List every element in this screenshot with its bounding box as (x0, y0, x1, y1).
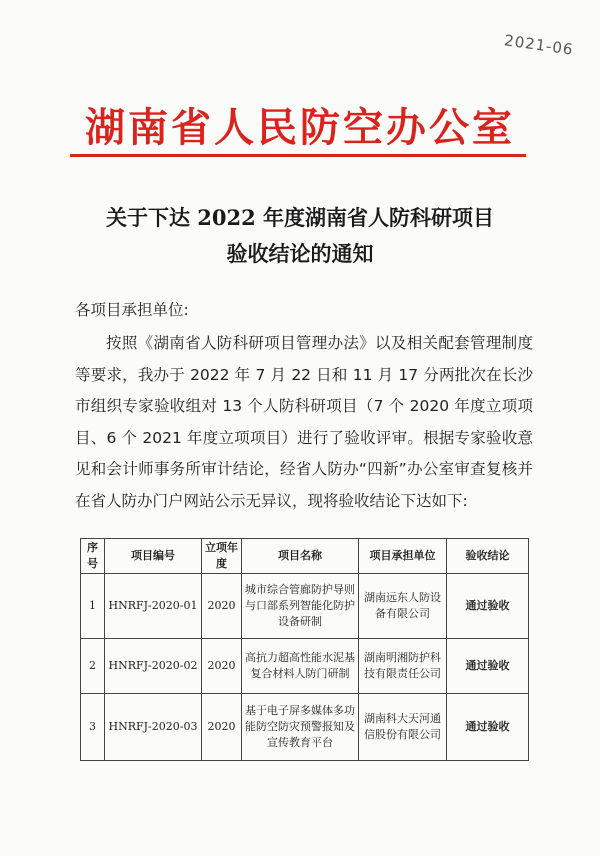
body-paragraph: 按照《湖南省人防科研项目管理办法》以及相关配套管理制度等要求，我办于 2022 年 7 月 22 日和 11 月 17 分两批次在长沙市组织专家验收组对 13 个人防科研项目（7 个 2020 年度立项项目、6 个 2021 年度立项项目）进行了验收评审。根据专家验收意见和会计师事务所审计结论，经省人防办“四新”办公室审查复核并在省人防办门户网站公示无异议，现将验收结论下达如下: (75, 334, 533, 510)
table-cell: 2020 (202, 574, 242, 639)
table-cell: 3 (81, 694, 105, 761)
document-title-line1: 关于下达 2022 年度湖南省人防科研项目 (105, 205, 495, 230)
table-cell: 高抗力超高性能水泥基复合材料人防门研制 (242, 639, 359, 694)
header-cell: 立项年度 (202, 539, 242, 574)
table-row (81, 694, 529, 761)
header-divider (70, 154, 526, 157)
table-row (81, 639, 529, 694)
table-cell: 湖南远东人防设备有限公司 (359, 574, 447, 639)
org-header: 湖南省人民防空办公室 (85, 104, 515, 151)
table-cell: 湖南科大天河通信股份有限公司 (359, 694, 447, 761)
table-cell: 1 (81, 574, 105, 639)
table-cell: 湖南明湘防护科技有限责任公司 (359, 639, 447, 694)
handwritten-note: 2021-06 (503, 31, 575, 59)
table-cell: HNRFJ-2020-01 (105, 574, 202, 639)
results-table (80, 538, 529, 761)
table-cell: HNRFJ-2020-02 (105, 639, 202, 694)
header-cell: 验收结论 (447, 539, 529, 574)
header-cell: 序号 (81, 539, 105, 574)
table-cell: 通过验收 (447, 639, 529, 694)
header-cell: 项目承担单位 (359, 539, 447, 574)
table-row (81, 574, 529, 639)
document-title-line2: 验收结论的通知 (226, 241, 374, 266)
table-cell: 2020 (202, 639, 242, 694)
header-cell: 项目名称 (242, 539, 359, 574)
table-cell: 2 (81, 639, 105, 694)
table-cell: 通过验收 (447, 694, 529, 761)
table-cell: 城市综合管廊防护导则与口部系列智能化防护设备研制 (242, 574, 359, 639)
table-cell: 基于电子屏多媒体多功能防空防灾预警报知及宣传教育平台 (242, 694, 359, 761)
table-header-row (81, 539, 529, 574)
table-cell: 通过验收 (447, 574, 529, 639)
header-cell: 项目编号 (105, 539, 202, 574)
table-cell: 2020 (202, 694, 242, 761)
addressee: 各项目承担单位: (75, 301, 189, 319)
table-cell: HNRFJ-2020-03 (105, 694, 202, 761)
